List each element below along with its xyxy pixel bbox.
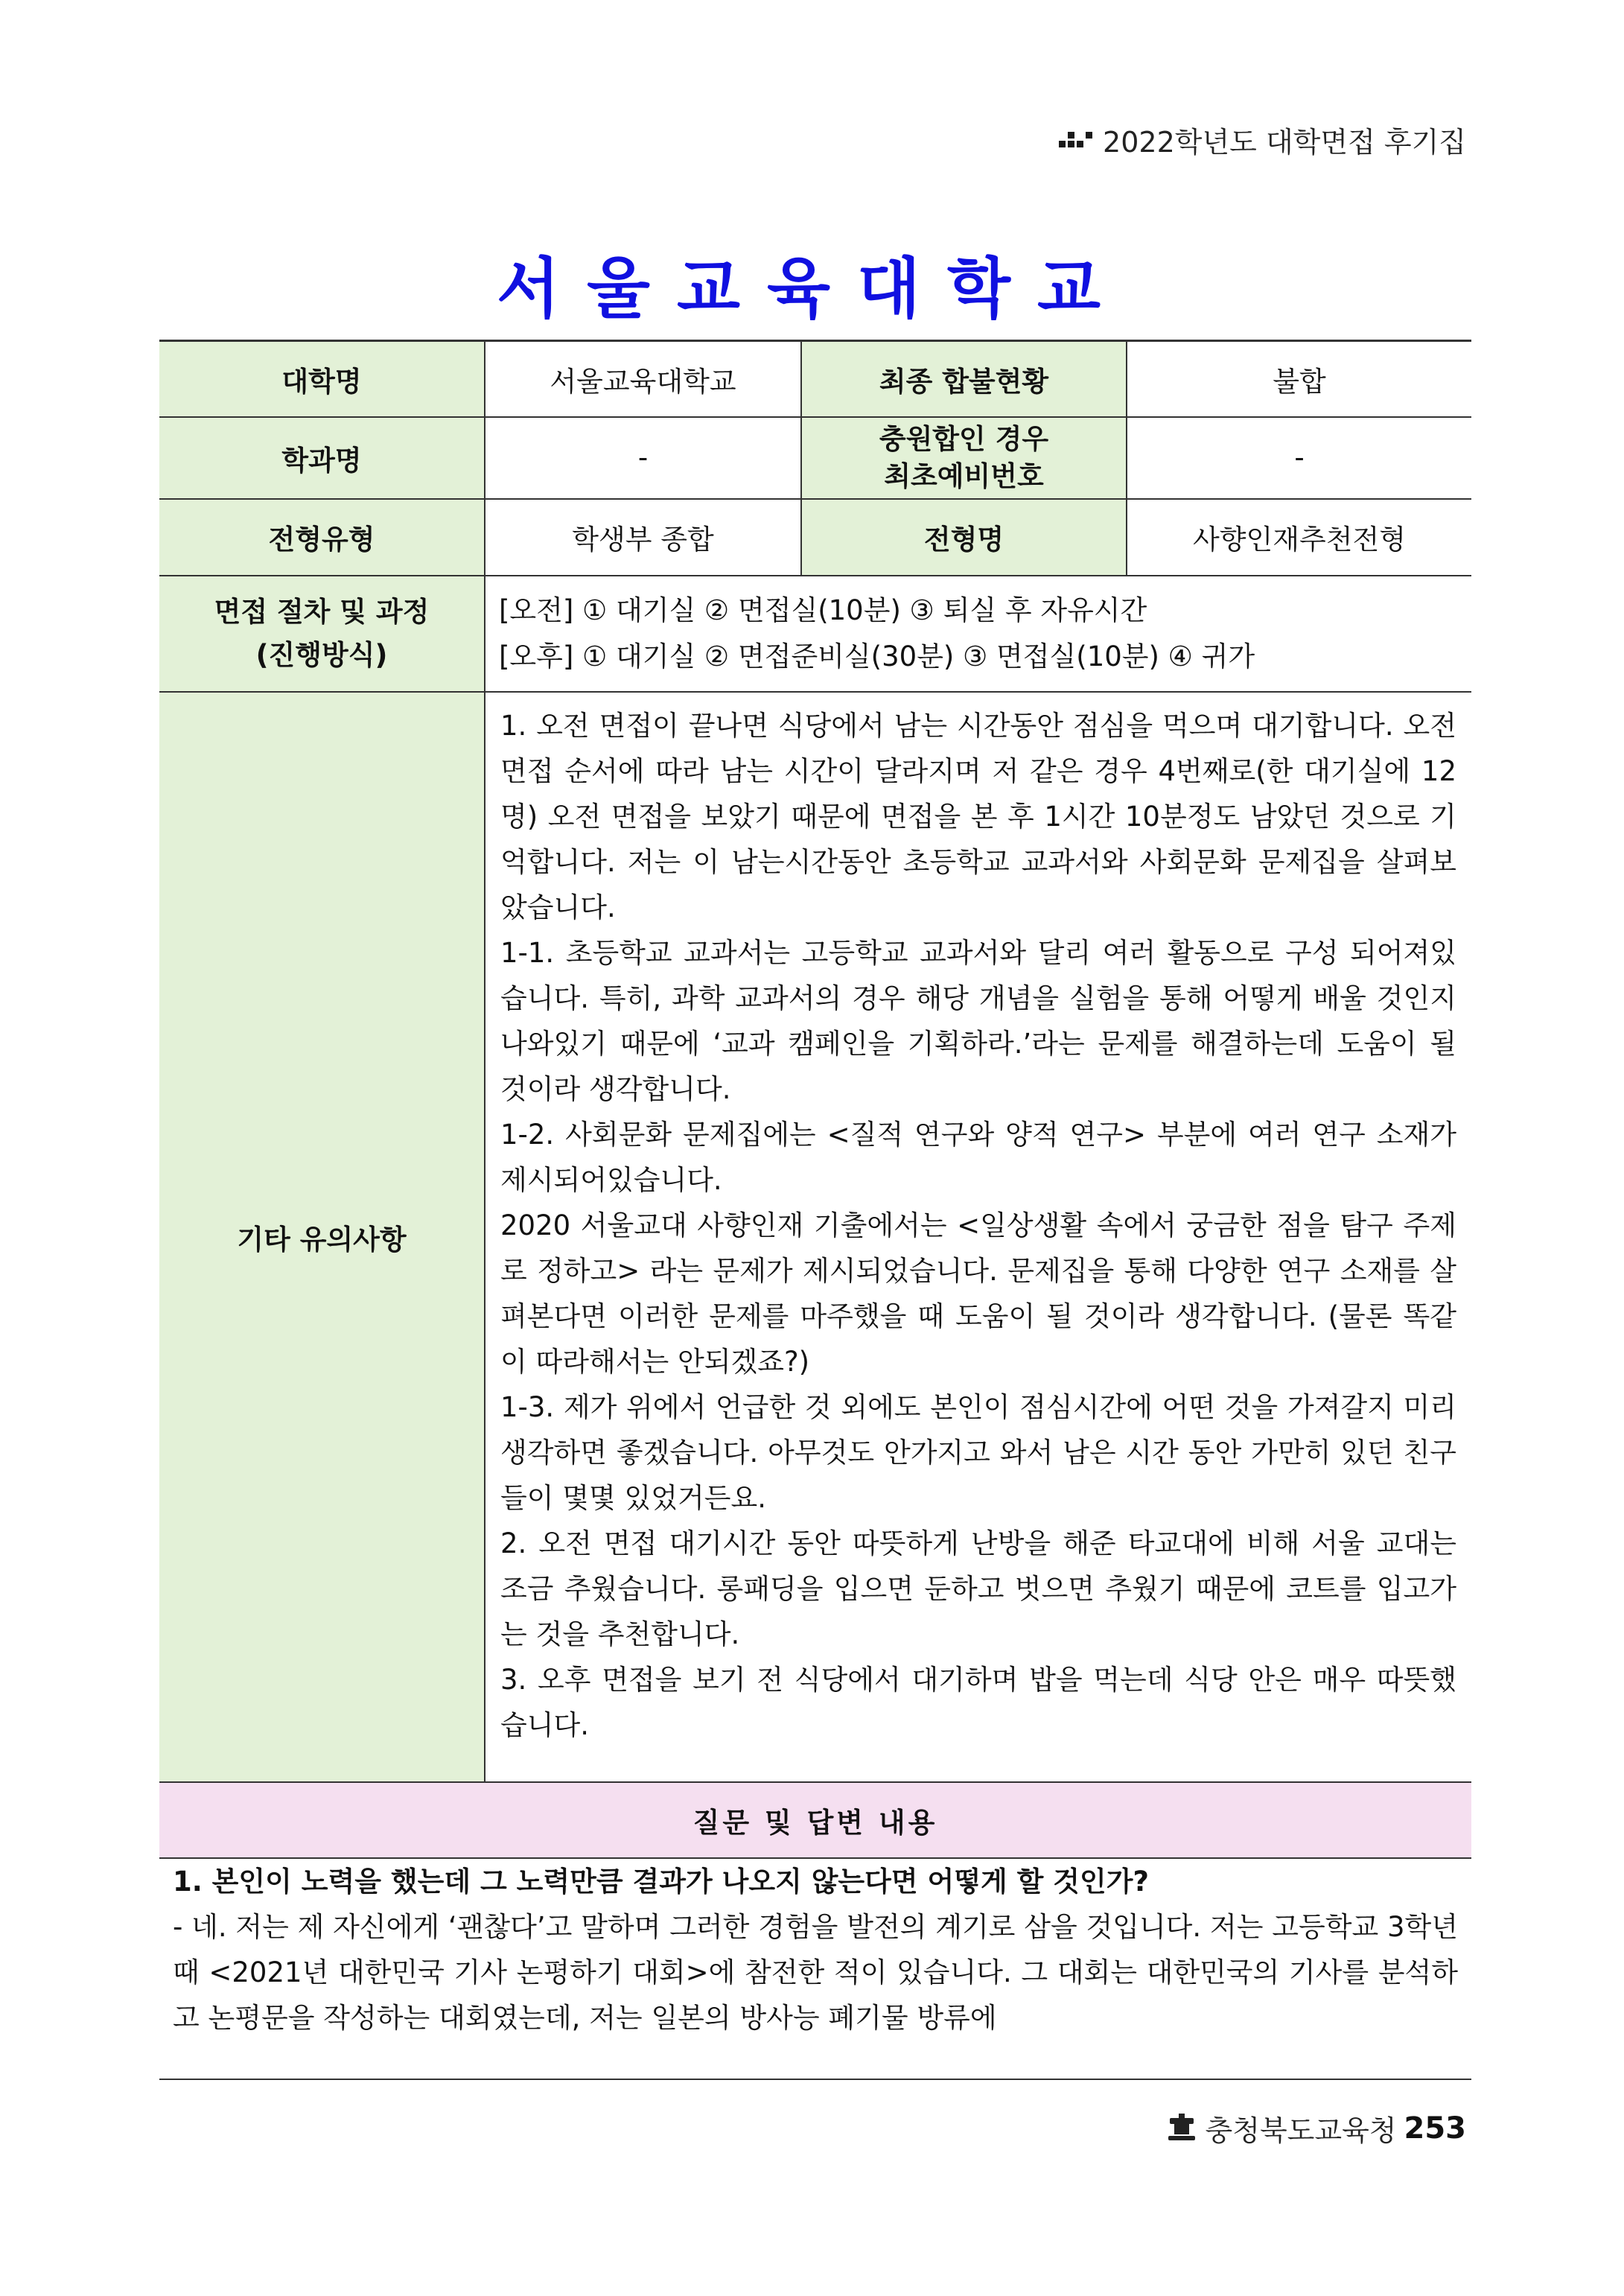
info-table	[159, 340, 1471, 1859]
qa-question: 1. 본인이 노력을 했는데 그 노력만큼 결과가 나오지 않는다면 어떻게 할 것인가?	[173, 1866, 1149, 1898]
table-row	[159, 576, 1471, 692]
dept-value: -	[485, 417, 801, 499]
waitlist-label-line-1: 충원합인 경우	[879, 422, 1049, 455]
note-paragraph: 1-3. 제가 위에서 언급한 것 외에도 본인이 점심시간에 어떤 것을 가져갈지 미리 생각하면 좋겠습니다. 아무것도 안가지고 와서 남은 시간 동안 가만히 있던 친구들이 몇몇 있었거든요.	[500, 1390, 1456, 1514]
univ-label: 대학명	[159, 341, 485, 417]
pixel-logo-icon	[1059, 132, 1092, 147]
process-label-line-2: (진행방식)	[255, 638, 388, 671]
name-value: 사향인재추천전형	[1127, 499, 1471, 576]
note-paragraph: 1-1. 초등학교 교과서는 고등학교 교과서와 달리 여러 활동으로 구성 되어져있습니다. 특히, 과학 교과서의 경우 해당 개념을 실험을 통해 어떻게 배울 것인지 나와있기 때문에 ‘교과 캠페인을 기획하라.’라는 문제를 해결하는데 도움이 될 것이라 생각합니다.	[500, 936, 1456, 1105]
education-office-logo-icon	[1165, 2114, 1198, 2143]
notes-label: 기타 유의사항	[159, 692, 485, 1782]
type-label: 전형유형	[159, 499, 485, 576]
result-value: 불합	[1127, 341, 1471, 417]
notes-value	[485, 692, 1471, 1782]
qa-section	[159, 1859, 1471, 2041]
result-label: 최종 합불현황	[801, 341, 1127, 417]
page-number: 253	[1404, 2111, 1466, 2146]
process-line-morning: [오전] ① 대기실 ② 면접실(10분) ③ 퇴실 후 자유시간	[499, 594, 1147, 626]
dept-label: 학과명	[159, 417, 485, 499]
page-header	[1059, 119, 1466, 160]
process-label	[159, 576, 485, 692]
waitlist-value: -	[1127, 417, 1471, 499]
table-row	[159, 1782, 1471, 1858]
waitlist-label	[801, 417, 1127, 499]
univ-value: 서울교육대학교	[485, 341, 801, 417]
type-value: 학생부 종합	[485, 499, 801, 576]
page-title: 서울교육대학교	[496, 250, 1128, 327]
qa-header: 질문 및 답변 내용	[159, 1782, 1471, 1858]
note-paragraph: 1-2. 사회문화 문제집에는 <질적 연구와 양적 연구> 부분에 여러 연구 소재가 제시되어있습니다.	[500, 1118, 1456, 1196]
qa-divider	[159, 2079, 1471, 2080]
note-paragraph: 3. 오후 면접을 보기 전 식당에서 대기하며 밥을 먹는데 식당 안은 매우 따뜻했습니다.	[500, 1663, 1456, 1741]
header-text: 2022학년도 대학면접 후기집	[1103, 126, 1466, 159]
table-row	[159, 499, 1471, 576]
name-label: 전형명	[801, 499, 1127, 576]
footer-org: 충청북도교육청	[1205, 2114, 1397, 2147]
process-value	[485, 576, 1471, 692]
table-row	[159, 692, 1471, 1782]
process-line-afternoon: [오후] ① 대기실 ② 면접준비실(30분) ③ 면접실(10분) ④ 귀가	[499, 640, 1255, 672]
page-footer	[1165, 2108, 1466, 2149]
table-row	[159, 417, 1471, 499]
waitlist-label-line-2: 최초예비번호	[884, 459, 1044, 492]
note-paragraph: 2020 서울교대 사향인재 기출에서는 <일상생활 속에서 궁금한 점을 탐구 주제로 정하고> 라는 문제가 제시되었습니다. 문제집을 통해 다양한 연구 소재를 살펴본다면 이러한 문제를 마주했을 때 도움이 될 것이라 생각합니다. (물론 똑같이 따라해서는 안되겠죠?)	[500, 1209, 1456, 1378]
note-paragraph: 2. 오전 면접 대기시간 동안 따뜻하게 난방을 해준 타교대에 비해 서울 교대는 조금 추웠습니다. 롱패딩을 입으면 둔하고 벗으면 추웠기 때문에 코트를 입고가는 것을 추천합니다.	[500, 1527, 1456, 1650]
qa-answer: - 네. 저는 제 자신에게 ‘괜찮다’고 말하며 그러한 경험을 발전의 계기로 삼을 것입니다. 저는 고등학교 3학년 때 <2021년 대한민국 기사 논평하기 대회>에 참전한 적이 있습니다. 그 대회는 대한민국의 기사를 분석하고 논평문을 작성하는 대회였는데, 저는 일본의 방사능 폐기물 방류에	[173, 1911, 1458, 2034]
process-label-line-1: 면접 절차 및 과정	[214, 595, 430, 628]
note-paragraph: 1. 오전 면접이 끝나면 식당에서 남는 시간동안 점심을 먹으며 대기합니다. 오전 면접 순서에 따라 남는 시간이 달라지며 저 같은 경우 4번째로(한 대기실에 12명) 오전 면접을 보았기 때문에 면접을 본 후 1시간 10분정도 남았던 것으로 기억합니다. 저는 이 남는시간동안 초등학교 교과서와 사회문화 문제집을 살펴보았습니다.	[500, 709, 1456, 923]
table-row	[159, 341, 1471, 417]
